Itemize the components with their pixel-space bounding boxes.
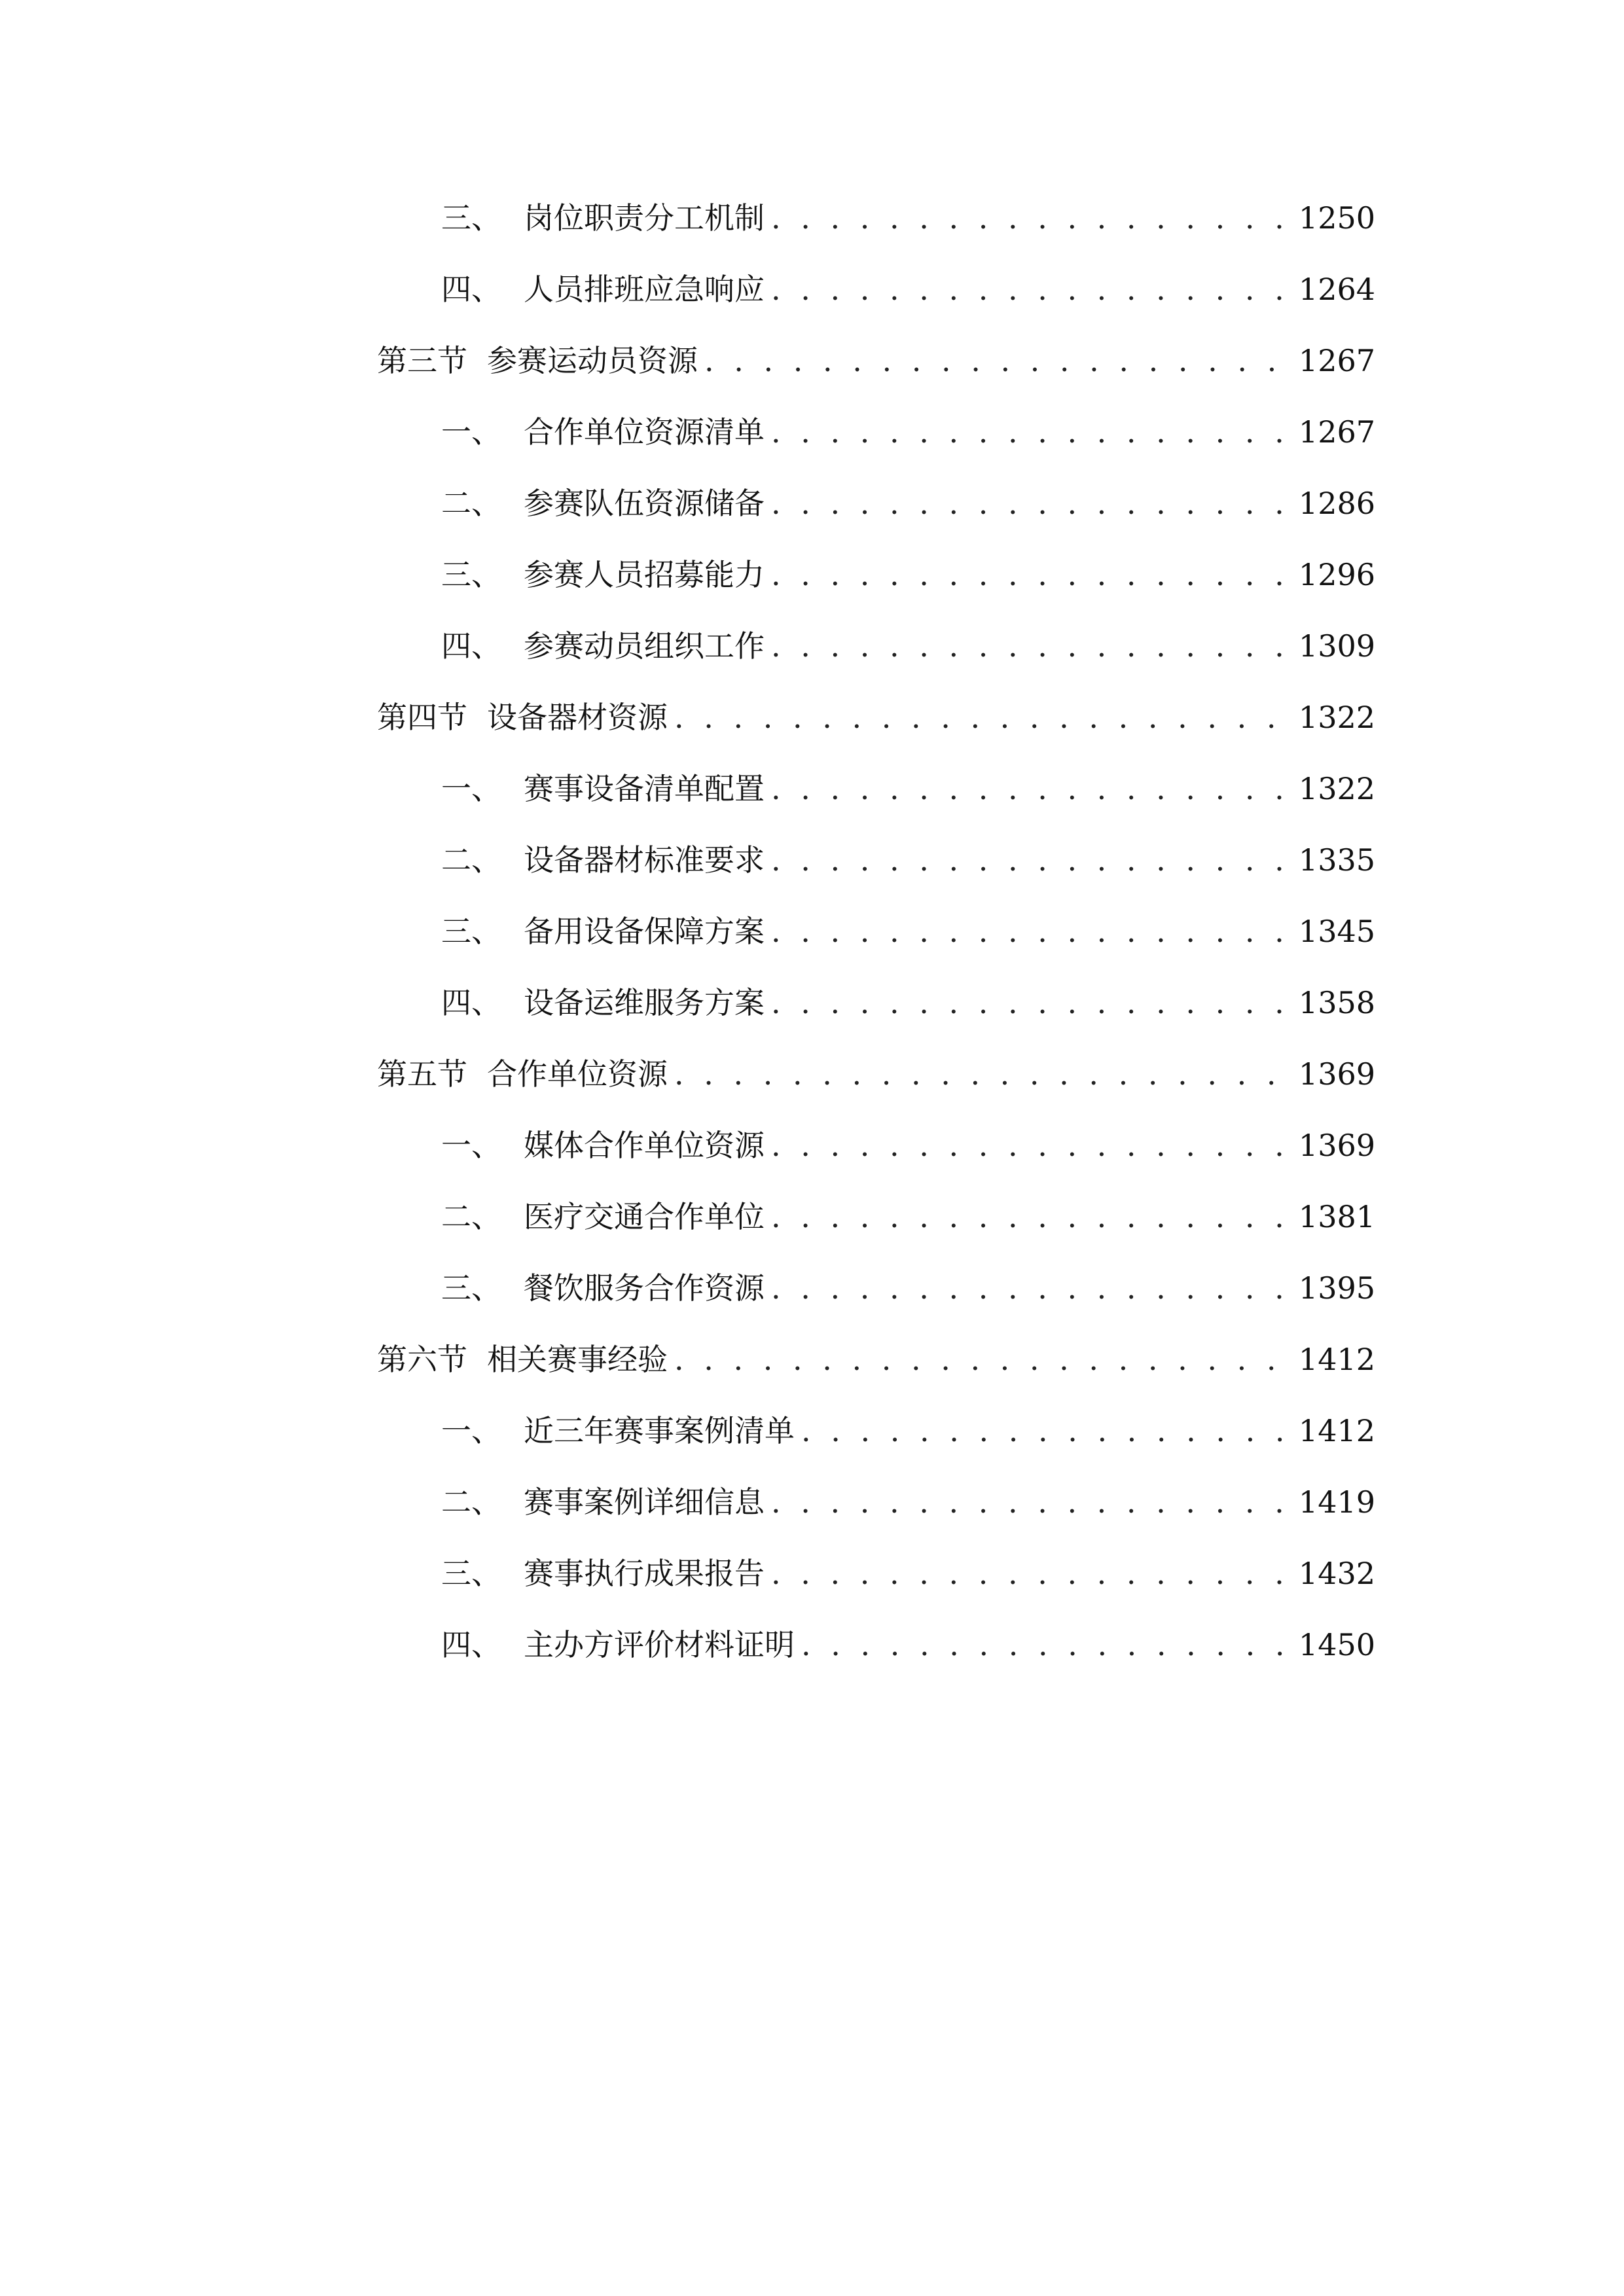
toc-page-number: 1450 [1298,1627,1375,1662]
toc-entry-title: 近三年赛事案例清单 [524,1413,795,1448]
toc-page-number: 1309 [1298,628,1375,664]
toc-section-number: 第五节 [377,1056,467,1092]
toc-page-number: 1267 [1298,414,1375,450]
toc-entry[interactable] [377,1333,1375,1386]
toc-entry[interactable] [441,977,1375,1029]
toc-entry-number: 一、 [441,1413,501,1448]
toc-entry-title: 参赛队伍资源储备 [524,486,765,521]
dot-leader [771,1119,1290,1172]
toc-page-number: 1250 [1298,200,1375,236]
toc-entry-title: 媒体合作单位资源 [524,1128,765,1163]
toc-page-number: 1267 [1298,343,1375,378]
toc-entry[interactable] [441,477,1375,529]
toc-section-number: 第四节 [377,700,467,735]
dot-leader [674,691,1290,744]
toc-entry-number: 三、 [441,200,501,236]
toc-entry[interactable] [441,905,1375,958]
dot-leader [771,263,1290,315]
toc-page-number: 1369 [1298,1128,1375,1163]
dot-leader [771,192,1290,244]
toc-entry-number: 四、 [441,272,501,307]
toc-page-number: 1395 [1298,1270,1375,1306]
toc-entry-title: 赛事执行成果报告 [524,1556,765,1591]
dot-leader [801,1405,1290,1457]
toc-page-number: 1381 [1298,1199,1375,1234]
toc-entry-title: 人员排班应急响应 [524,272,765,307]
toc-page-number: 1322 [1298,771,1375,806]
toc-entry-number: 二、 [441,842,501,878]
toc-entry[interactable] [441,1191,1375,1243]
toc-entry[interactable] [441,762,1375,815]
toc-page-number: 1286 [1298,486,1375,521]
toc-entry-title: 备用设备保障方案 [524,914,765,949]
toc-entry-title: 医疗交通合作单位 [524,1199,765,1234]
toc-page-number: 1322 [1298,700,1375,735]
toc-page-number: 1432 [1298,1556,1375,1591]
toc-page-number: 1296 [1298,557,1375,592]
toc-entry[interactable] [441,1119,1375,1172]
toc-entry-title: 赛事设备清单配置 [524,771,765,806]
toc-entry-number: 一、 [441,414,501,450]
dot-leader [771,406,1290,458]
toc-entry-number: 二、 [441,1199,501,1234]
toc-entry-number: 一、 [441,771,501,806]
toc-entry-title: 相关赛事经验 [487,1342,668,1377]
toc-entry-title: 设备器材标准要求 [524,842,765,878]
toc-entry-title: 主办方评价材料证明 [524,1627,795,1662]
dot-leader [801,1619,1290,1671]
toc-page-number: 1264 [1298,272,1375,307]
dot-leader [771,477,1290,529]
dot-leader [771,977,1290,1029]
toc-entry-title: 设备运维服务方案 [524,985,765,1020]
toc-page-number: 1358 [1298,985,1375,1020]
toc-entry-number: 三、 [441,914,501,949]
toc-entry-title: 赛事案例详细信息 [524,1484,765,1520]
dot-leader [771,1262,1290,1314]
dot-leader [771,762,1290,815]
dot-leader [674,1333,1290,1386]
toc-entry-number: 三、 [441,557,501,592]
toc-entry-title: 参赛人员招募能力 [524,557,765,592]
toc-entry-title: 岗位职责分工机制 [524,200,765,236]
toc-entry[interactable] [441,1262,1375,1314]
toc-entry-number: 三、 [441,1270,501,1306]
toc-page-number: 1345 [1298,914,1375,949]
toc-entry[interactable] [377,334,1375,387]
toc-entry[interactable] [441,263,1375,315]
toc-entry-title: 合作单位资源 [487,1056,668,1092]
toc-page-number: 1335 [1298,842,1375,878]
toc-entry[interactable] [441,1547,1375,1600]
dot-leader [771,1191,1290,1243]
toc-entry-number: 四、 [441,1627,501,1662]
toc-page-number: 1412 [1298,1413,1375,1448]
toc-entry[interactable] [441,1405,1375,1457]
toc-entry-number: 二、 [441,486,501,521]
toc-page-number: 1412 [1298,1342,1375,1377]
toc-page-number: 1419 [1298,1484,1375,1520]
toc-entry-title: 参赛动员组织工作 [524,628,765,664]
dot-leader [771,834,1290,886]
dot-leader [704,334,1290,387]
toc-entry[interactable] [377,1048,1375,1100]
dot-leader [771,905,1290,958]
dot-leader [674,1048,1290,1100]
toc-entry-title: 餐饮服务合作资源 [524,1270,765,1306]
toc-entry[interactable] [441,620,1375,672]
dot-leader [771,548,1290,601]
toc-section-number: 第三节 [377,343,467,378]
toc-entry-title: 参赛运动员资源 [487,343,698,378]
toc-entry-number: 四、 [441,628,501,664]
toc-entry-number: 一、 [441,1128,501,1163]
toc-entry-title: 设备器材资源 [487,700,668,735]
dot-leader [771,1547,1290,1600]
toc-entry[interactable] [441,834,1375,886]
toc-entry[interactable] [377,691,1375,744]
toc-entry-number: 四、 [441,985,501,1020]
toc-page-number: 1369 [1298,1056,1375,1092]
toc-entry[interactable] [441,406,1375,458]
toc-section-number: 第六节 [377,1342,467,1377]
toc-entry[interactable] [441,1476,1375,1528]
toc-entry-number: 二、 [441,1484,501,1520]
dot-leader [771,620,1290,672]
toc-entry-number: 三、 [441,1556,501,1591]
dot-leader [771,1476,1290,1528]
toc-entry[interactable] [441,192,1375,244]
toc-entry-title: 合作单位资源清单 [524,414,765,450]
toc-entry[interactable] [441,548,1375,601]
toc-entry[interactable] [441,1619,1375,1671]
